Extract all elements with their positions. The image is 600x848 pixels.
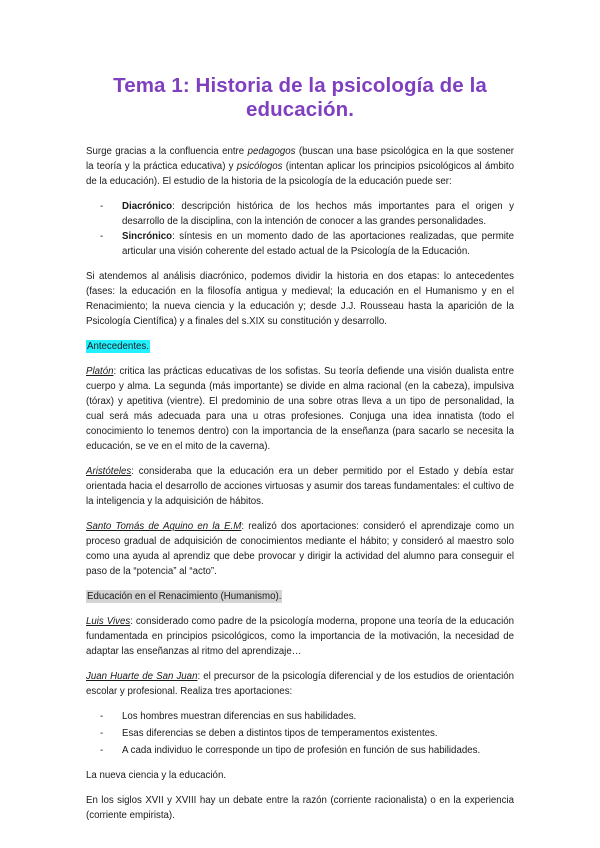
author-name-vives: Luis Vives xyxy=(86,616,131,627)
approach-term: Diacrónico xyxy=(122,201,173,212)
section-heading-renacimiento: Educación en el Renacimiento (Humanismo). xyxy=(87,591,282,602)
section-antecedentes xyxy=(86,339,514,354)
paragraph-platon xyxy=(86,364,514,454)
intro-term-pedagogos: pedagogos xyxy=(247,146,296,157)
author-name-platon: Platón xyxy=(86,366,114,377)
paragraph-santo-tomas xyxy=(86,519,514,579)
list-item-diacronico xyxy=(100,199,514,229)
author-text-vives: : considerado como padre de la psicología moderna, propone una teoría de la educación fundamentada en principios psicológicos, como la importancia de la motivación, la necesidad de adaptar las enseñanzas al ritmo del aprendizaje… xyxy=(86,616,514,657)
list-item xyxy=(100,709,514,724)
author-text-platon: : critica las prácticas educativas de los sofistas. Su teoría defiende una visión dualista entre cuerpo y alma. La segunda (más importante) se divide en alma racional (en la cabeza), impulsiva (tórax) y apetitiva (vientre). El predominio de una sobre otras lleva a un tipo de personalidad, la cual será más adecuada para una u otras profesiones. Conjuga una idea innatista (todo el conocimiento lo tenemos dentro) con la importancia de la enseñanza (para sacarlo se necesita la educación, se ve en el mito de la caverna). xyxy=(86,366,514,452)
intro-text-2: (buscan una base psicológica en la que sostener la teoría y la práctica educativa) y xyxy=(86,146,514,172)
approach-text: : descripción histórica de los hechos más importantes para el origen y desarrollo de la disciplina, con la intención de conocer a las grandes personalidades. xyxy=(122,201,514,227)
contributions-list xyxy=(86,709,514,758)
contribution-text: Esas diferencias se deben a distintos tipos de temperamentos existentes. xyxy=(122,728,438,739)
dash-bullet: - xyxy=(100,231,104,242)
intro-text-3: (intentan aplicar los principios psicológicos al ámbito de la educación). El estudio de la historia de la psicología de la educación puede ser: xyxy=(86,161,514,187)
list-item xyxy=(100,743,514,758)
section-renacimiento xyxy=(86,589,514,604)
intro-paragraph xyxy=(86,144,514,189)
paragraph-nueva-ciencia: En los siglos XVII y XVIII hay un debate entre la razón (corriente racionalista) o en la experiencia (corriente empirista). xyxy=(86,795,514,821)
author-name-santo-tomas: Santo Tomás de Aquino en la E.M xyxy=(86,521,242,532)
section-heading-nueva-ciencia: La nueva ciencia y la educación. xyxy=(86,770,227,781)
approaches-list xyxy=(86,199,514,259)
author-text-santo-tomas: : realizó dos aportaciones: consideró el aprendizaje como un proceso gradual de adquisición de conocimientos mediante el hábito; y consideró al maestro solo como una ayuda al aprendiz que debe provocar y dirigir la actividad del alumno para conseguir el paso de la “potencia” al “acto”. xyxy=(86,521,514,577)
author-text-huarte: : el precursor de la psicología diferencial y de los estudios de orientación escolar y profesional. Realiza tres aportaciones: xyxy=(86,671,514,697)
contribution-text: Los hombres muestran diferencias en sus habilidades. xyxy=(122,711,357,722)
contribution-text: A cada individuo le corresponde un tipo de profesión en función de sus habilidades. xyxy=(122,745,481,756)
intro-text-1: Surge gracias a la confluencia entre xyxy=(86,146,248,157)
section-heading-antecedentes: Antecedentes. xyxy=(87,341,149,352)
dash-bullet: - xyxy=(100,711,104,722)
list-item-sincronico xyxy=(100,229,514,259)
page-title: Tema 1: Historia de la psicología de la educación. xyxy=(113,74,487,121)
paragraph-aristoteles xyxy=(86,464,514,509)
approach-text: : síntesis en un momento dado de las aportaciones realizadas, que permite articular una visión coherente del estado actual de la Psicología de la Educación. xyxy=(122,231,514,257)
approach-term: Sincrónico xyxy=(122,231,173,242)
list-item xyxy=(100,726,514,741)
dash-bullet: - xyxy=(100,201,104,212)
intro-term-psicologos: psicólogos xyxy=(236,161,283,172)
dash-bullet: - xyxy=(100,745,104,756)
author-name-aristoteles: Aristóteles xyxy=(86,466,132,477)
section-nueva-ciencia xyxy=(86,768,514,783)
paragraph-vives xyxy=(86,614,514,659)
paragraph-huarte xyxy=(86,669,514,699)
author-text-aristoteles: : consideraba que la educación era un deber permitido por el Estado y debía estar orientada hacia el desarrollo de acciones virtuosas y asumir dos tareas fundamentales: el cultivo de la inteligencia y la adquisición de hábitos. xyxy=(86,466,514,507)
author-name-huarte: Juan Huarte de San Juan xyxy=(86,671,198,682)
stages-paragraph: Si atendemos al análisis diacrónico, podemos dividir la historia en dos etapas: lo antecedentes (fases: la educación en la filosofía antigua y medieval; la educación en el Humanismo y en el Renacimiento; la nueva ciencia y la educación y; desde J.J. Rousseau hasta la aparición de la Psicología Científica) y a finales del s.XIX su constitución y desarrollo. xyxy=(86,271,514,327)
dash-bullet: - xyxy=(100,728,104,739)
